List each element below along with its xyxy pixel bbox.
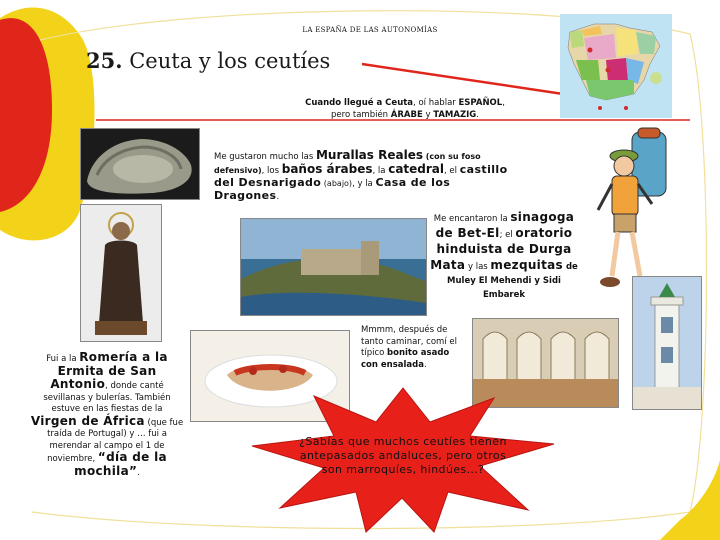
synagogue-text [430, 210, 578, 302]
yellow-bottom-corner [660, 460, 720, 540]
statue-photo [80, 204, 162, 342]
food-bonito: bonito asado con ensalada [361, 348, 450, 370]
walls-banos: baños árabes [281, 162, 373, 176]
minaret-photo [632, 276, 702, 410]
intro-text-3: ESPAÑOL [458, 98, 503, 108]
intro-text-5: ÁRABE [390, 110, 423, 120]
wall-photo [80, 128, 200, 200]
synagogue-bet-el: sinagoga de Bet-El [435, 210, 575, 240]
romeria-text-1: Fui a la [46, 354, 80, 364]
castle-photo [240, 218, 427, 316]
page-title [86, 48, 330, 73]
walls-castillo: castillo del Desnarigado [214, 163, 508, 189]
food-text-3: . [423, 359, 427, 370]
intro-text-8: . [476, 110, 479, 120]
walls-text-13: . [276, 192, 280, 202]
synagogue-mosques-names: de Muley El Mehendi y Sidi Embarek [447, 262, 578, 300]
walls-text-6: , la [372, 166, 389, 176]
synagogue-oratorio: oratorio hinduista de Durga Mata [430, 226, 573, 272]
title-number: 25. [86, 48, 123, 73]
synagogue-text-1: Me encantaron la [433, 214, 511, 224]
intro-text-7: TAMAZIG [433, 110, 477, 120]
synagogue-mezquitas: mezquitas [490, 258, 563, 272]
walls-text-8: , el [444, 166, 460, 176]
title-text: Ceuta y los ceutíes [129, 49, 331, 73]
walls-text [214, 149, 514, 203]
red-arrow-line [362, 64, 590, 98]
romeria-text-3: , donde canté sevillanas y bulerías. También estuve en las fiestas de la [43, 381, 171, 414]
romeria-ermita: Romería a la Ermita de San Antonio [50, 350, 168, 391]
romeria-text-7: . [137, 467, 140, 478]
food-text-1: Mmmm, después de tanto caminar, comí el típico [361, 325, 457, 358]
romeria-virgen-africa: Virgen de África [30, 413, 145, 428]
walls-foso: (con su foso defensivo) [214, 152, 481, 175]
series-label: LA ESPAÑA DE LAS AUTONOMÍAS [302, 26, 438, 34]
synagogue-text-5: y las [465, 262, 491, 272]
intro-text-4: , pero también [331, 98, 505, 120]
synagogue-text-3: ; el [499, 230, 516, 240]
walls-catedral: catedral [388, 162, 445, 176]
walls-text-4: , los [261, 166, 282, 176]
romeria-text-5: (que fue traída de Portugal) y … fui a merendar al campo el 1 de noviembre, [47, 417, 184, 464]
backpacker-illustration [594, 126, 686, 292]
walls-text-11: , y la [352, 179, 376, 189]
spain-map [560, 14, 672, 118]
walls-abajo: (abajo) [321, 179, 353, 188]
food-text [361, 325, 461, 371]
walls-casa-dragones: Casa de los Dragones [214, 176, 451, 202]
intro-text [305, 97, 505, 121]
romeria-text [28, 352, 186, 479]
walls-text-1: Me gustaron mucho las [214, 152, 316, 162]
romeria-dia-mochila: “día de la mochila” [74, 450, 167, 478]
star-fact-text: ¿Sabías que muchos ceutíes tienen antepasados andaluces, pero otros son marroquíes, hindúes…? [299, 435, 507, 476]
intro-text-6: y [422, 110, 434, 120]
walls-murallas: Murallas Reales [315, 148, 423, 162]
intro-text-1: Cuando llegué a Ceuta [305, 98, 414, 108]
intro-text-2: , oí hablar [413, 98, 459, 108]
